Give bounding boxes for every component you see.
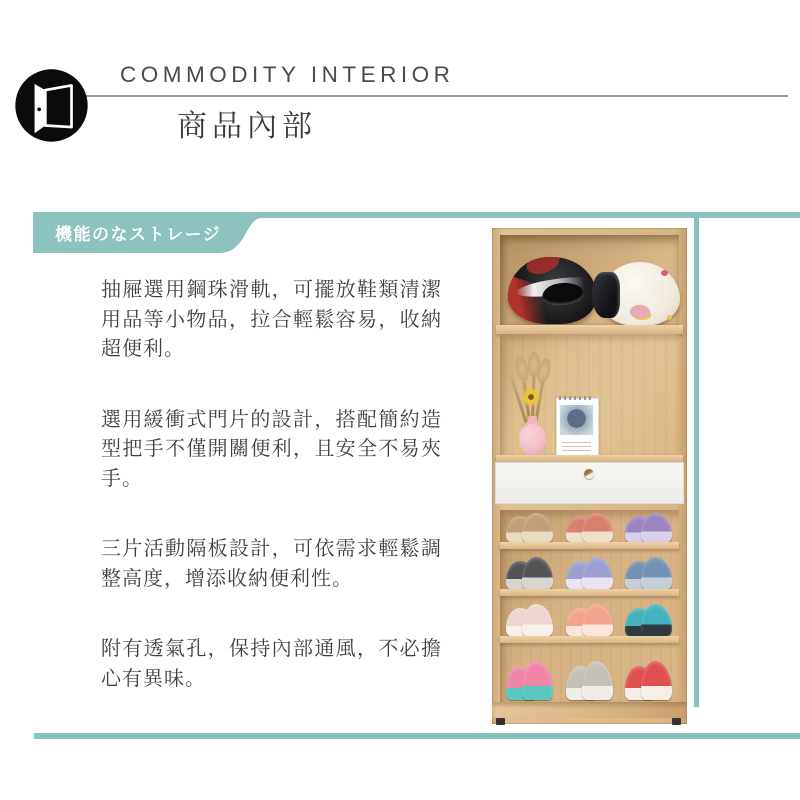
- shoe-pair: [565, 556, 615, 589]
- shoe: [641, 661, 672, 700]
- feature-paragraph-door: 選用緩衝式門片的設計，搭配簡約造型把手不僅開關便利，且安全不易夾手。: [101, 408, 442, 490]
- shoe-pair: [624, 660, 674, 700]
- white-drawer-front: [495, 462, 684, 504]
- shoe-pair: [505, 512, 555, 542]
- right-accent-line: [694, 218, 699, 707]
- feature-paragraph-shelves: 三片活動隔板設計，可依需求輕鬆調整高度，增添收納便利性。: [101, 538, 442, 590]
- ribbon-label: 機能のなストレージ: [55, 225, 222, 244]
- open-door-icon: [13, 67, 90, 144]
- shelf-board: [496, 325, 683, 334]
- product-photo-shoe-cabinet: [492, 228, 687, 724]
- shoe: [582, 513, 613, 542]
- shoe: [522, 604, 553, 636]
- feature-description: [101, 276, 442, 735]
- shoe-pair: [565, 660, 615, 700]
- shelf-board: [500, 589, 679, 596]
- calendar-spiral: [559, 396, 594, 400]
- cabinet-foot: [672, 718, 681, 725]
- full-face-helmet: [508, 257, 596, 324]
- feature-paragraph-vents: 附有透氣孔，保持內部通風，不必擔心有異味。: [101, 638, 442, 690]
- shoe-shelf-compartment: [500, 510, 679, 702]
- shoe-pair: [505, 603, 555, 636]
- shelf-board: [496, 455, 683, 462]
- shoe-pair: [624, 512, 674, 542]
- shoe-pair: [624, 556, 674, 589]
- drawer-knob: [584, 469, 594, 479]
- page-title-zh: 商品內部: [177, 110, 317, 143]
- bottom-accent-strip: [34, 733, 800, 739]
- shoe: [582, 661, 613, 700]
- shoe: [641, 604, 672, 636]
- shoe-pair: [505, 660, 555, 700]
- shoe: [582, 557, 613, 589]
- shoe-pair: [624, 603, 674, 636]
- shoe-shelf-row: [500, 603, 679, 636]
- cabinet-foot: [496, 718, 505, 725]
- cabinet-bottom-board: [492, 702, 687, 718]
- helmet-sticker: [667, 315, 672, 320]
- helmet-visor: [592, 272, 620, 318]
- feature-paragraph-drawer: 抽屜選用鋼珠滑軌，可擺放鞋類清潔用品等小物品，拉合輕鬆容易，收納超便利。: [101, 279, 442, 360]
- shoe: [522, 661, 553, 700]
- shoe: [522, 513, 553, 542]
- shoe-shelf-row: [500, 660, 679, 700]
- shoe: [641, 557, 672, 589]
- calendar-picture: [560, 405, 593, 435]
- shelf-board: [500, 542, 679, 549]
- header-divider-line: [40, 95, 788, 97]
- brand-title-en: COMMODITY INTERIOR: [120, 62, 455, 87]
- shoe-pair: [565, 512, 615, 542]
- helmet-sticker: [661, 270, 668, 276]
- shoe-shelf-row: [500, 556, 679, 589]
- shoe: [582, 604, 613, 636]
- desk-calendar: [556, 398, 599, 458]
- shelf-board: [500, 636, 679, 643]
- helmet-red-graphic: [524, 257, 563, 278]
- shoe-shelf-row: [500, 512, 679, 542]
- helmet-cartoon-decal: [630, 305, 650, 318]
- calendar-text-lines: [562, 442, 591, 452]
- sunflower: [524, 390, 538, 404]
- shoe: [641, 513, 672, 542]
- shoe-pair: [565, 603, 615, 636]
- shoe-pair: [505, 556, 555, 589]
- shoe: [522, 557, 553, 589]
